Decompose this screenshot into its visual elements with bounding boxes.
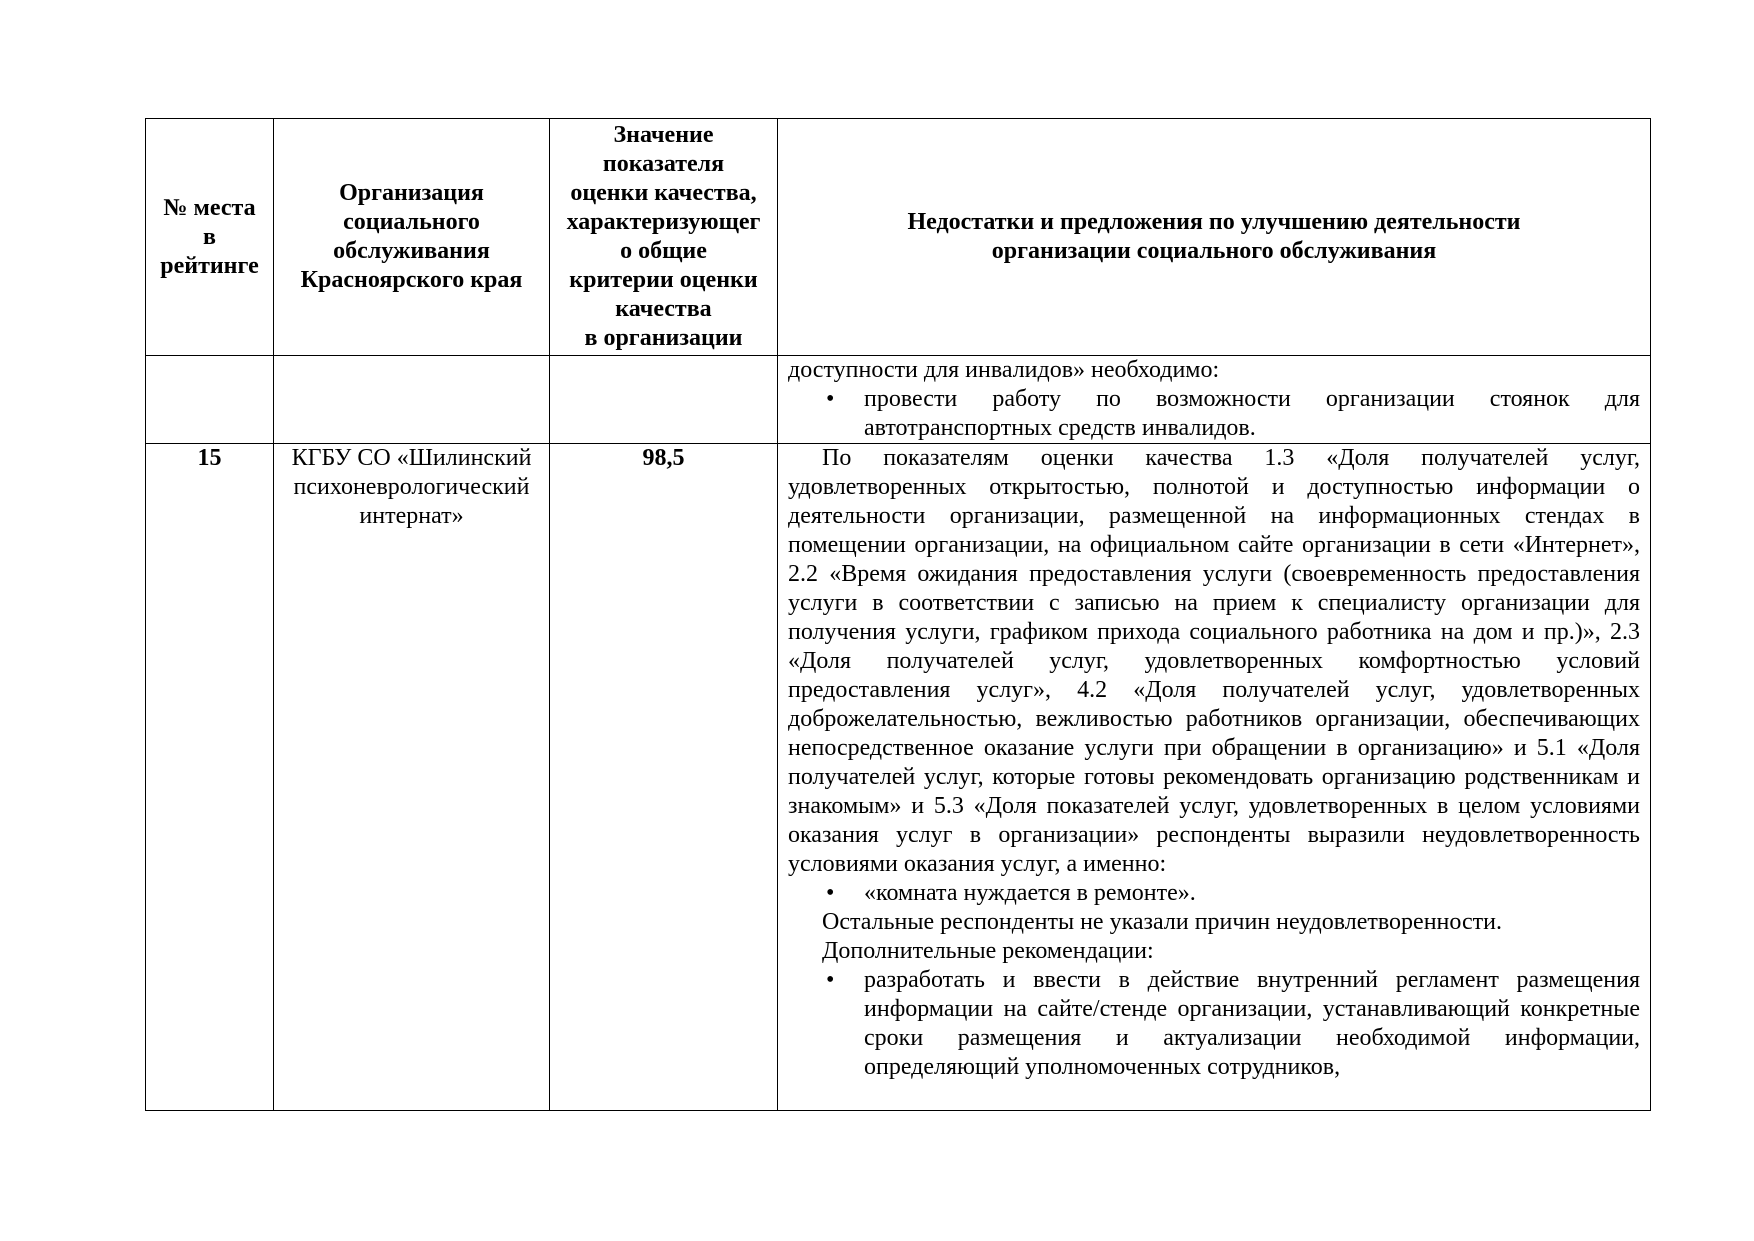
- bullet-icon: •: [826, 967, 835, 993]
- header-score-line: качества: [615, 296, 712, 322]
- header-score-line: Значение: [613, 122, 714, 148]
- header-score-line: показателя: [602, 151, 725, 177]
- header-score-line: о общие: [620, 238, 707, 264]
- bullet-icon: •: [826, 880, 835, 906]
- header-score-line: характеризующег: [566, 209, 761, 235]
- header-score-line: критерии оценки: [569, 267, 758, 293]
- header-org-line: социального: [343, 209, 480, 235]
- header-findings-line: Недостатки и предложения по улучшению деятельности: [907, 209, 1521, 235]
- recommendations-bullet-list: [788, 966, 1640, 1082]
- header-rank-line: № места: [163, 194, 256, 221]
- bullet-text: «комната нуждается в ремонте».: [864, 880, 1196, 906]
- continuation-bullet-list: [788, 385, 1640, 443]
- rating-table: [145, 118, 1651, 1111]
- bullet-icon: •: [826, 386, 835, 412]
- list-item: [788, 385, 1640, 443]
- continuation-intro: доступности для инвалидов» необходимо:: [788, 357, 1220, 383]
- continuation-rank-cell: [146, 356, 274, 444]
- findings-cell: [778, 444, 1651, 1111]
- organization-cell: КГБУ СО «Шилинский психоневрологический интернат»: [274, 444, 550, 1111]
- header-findings-line: организации социального обслуживания: [991, 238, 1437, 264]
- list-item: [788, 966, 1640, 1082]
- header-rank-line: рейтинге: [160, 252, 259, 279]
- continuation-row: [146, 356, 1651, 444]
- continuation-score-cell: [550, 356, 778, 444]
- header-score: [550, 119, 778, 356]
- findings-bullet-list: [788, 879, 1640, 908]
- findings-paragraph: Остальные респонденты не указали причин неудовлетворенности.: [822, 909, 1502, 935]
- list-item: [788, 879, 1640, 908]
- header-org-line: Организация: [339, 180, 484, 206]
- header-findings: [778, 119, 1651, 356]
- continuation-findings-cell: [778, 356, 1651, 444]
- header-row: [146, 119, 1651, 356]
- recommendations-heading: Дополнительные рекомендации:: [822, 938, 1154, 964]
- header-score-line: в организации: [584, 325, 743, 351]
- continuation-org-cell: [274, 356, 550, 444]
- header-rank: [146, 119, 274, 356]
- header-org-line: Красноярского края: [300, 267, 523, 293]
- table-row: [146, 444, 1651, 1111]
- header-org-line: обслуживания: [333, 238, 490, 264]
- findings-paragraph: По показателям оценки качества 1.3 «Доля получателей услуг, удовлетворенных открытостью, полнотой и доступностью информации о деятельности организации, размещенной на информационных стендах в помещении организации, на официальном сайте организации в сети «Интернет», 2.2 «Время ожидания предоставления услуги (своевременность предоставления услуги в соответствии с записью на прием к специалисту организации для получения услуги, графиком прихода социального работника на дом и пр.)», 2.3 «Доля получателей услуг, удовлетворенных комфортностью условий предоставления услуг», 4.2 «Доля получателей услуг, удовлетворенных доброжелательностью, вежливостью работников организации, обеспечивающих непосредственное оказание услуги при обращении в организацию» и 5.1 «Доля получателей услуг, которые готовы рекомендовать организацию родственникам и знакомым» и 5.3 «Доля показателей услуг, удовлетворенных в целом условиями оказания услуг в организации» респонденты выразили неудовлетворенность условиями оказания услуг, а именно:: [788, 445, 1640, 877]
- header-organization: [274, 119, 550, 356]
- score-cell: 98,5: [550, 444, 778, 1111]
- header-score-line: оценки качества,: [570, 180, 757, 206]
- rank-cell: 15: [146, 444, 274, 1111]
- bullet-text: разработать и ввести в действие внутренний регламент размещения информации на сайте/стенде организации, устанавливающий конкретные сроки размещения и актуализации необходимой информации, определяющий уполномоченных сотрудников,: [864, 967, 1640, 1080]
- bullet-text: провести работу по возможности организации стоянок для автотранспортных средств инвалидов.: [864, 386, 1640, 441]
- header-rank-line: в: [203, 223, 216, 250]
